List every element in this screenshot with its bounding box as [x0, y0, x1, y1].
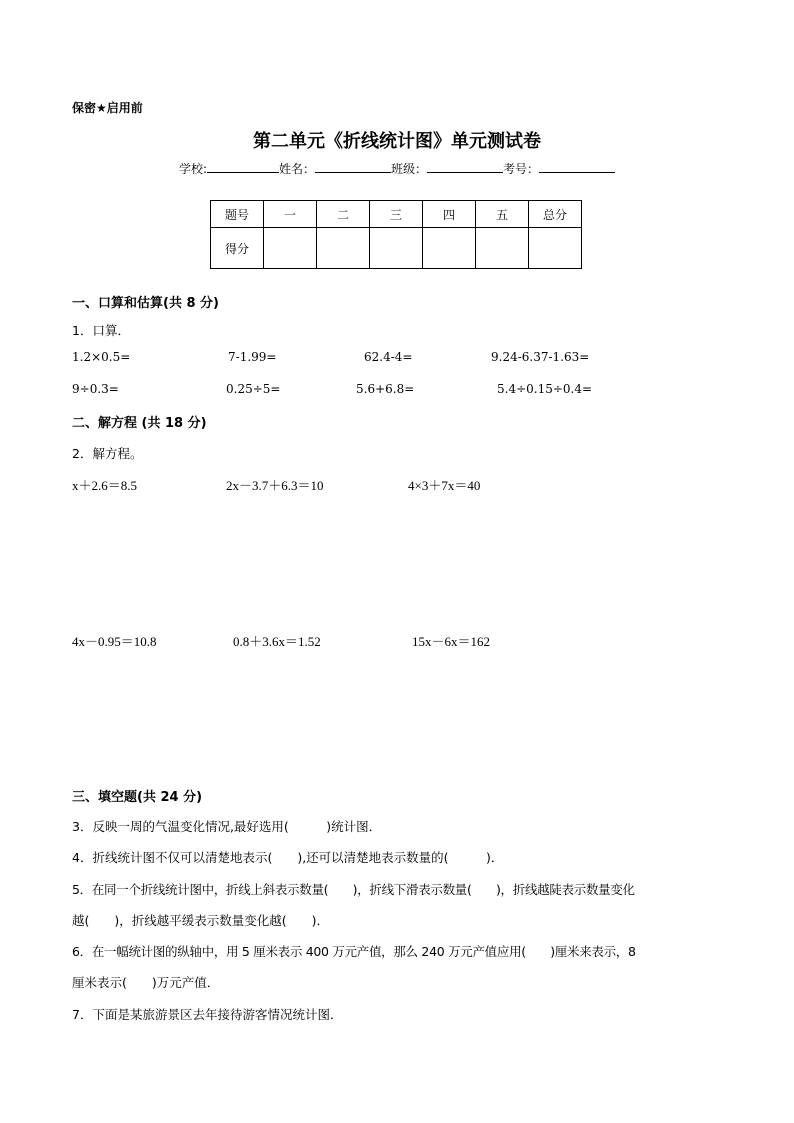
section-2-title: 二、解方程 (共 18 分) — [72, 416, 207, 431]
question-5-line-2: 越( )，折线越平缓表示数量变化越( )． — [72, 913, 330, 928]
score-table-header-row — [211, 201, 582, 228]
column-header: 总分 — [529, 201, 582, 228]
score-label-cell: 得分 — [211, 228, 264, 269]
score-cell[interactable] — [370, 228, 423, 269]
score-cell[interactable] — [317, 228, 370, 269]
school-label: 学校: — [178, 162, 207, 176]
score-cell[interactable] — [264, 228, 317, 269]
section-1-title: 一、口算和估算(共 8 分) — [72, 296, 219, 311]
name-blank[interactable] — [315, 160, 391, 173]
question-2: 2．解方程。 — [72, 446, 143, 461]
equation-item: 0.8＋3.6x＝1.52 — [233, 634, 321, 649]
student-info-line — [0, 160, 794, 177]
score-cell[interactable] — [476, 228, 529, 269]
score-cell[interactable] — [529, 228, 582, 269]
equation-item: 4×3＋7x＝40 — [408, 478, 481, 493]
mental-math-item: 62.4-4= — [364, 350, 413, 364]
question-7: 7．下面是某旅游景区去年接待游客情况统计图． — [72, 1007, 343, 1022]
question-4: 4．折线统计图不仅可以清楚地表示( ),还可以清楚地表示数量的( )． — [72, 850, 504, 865]
mental-math-item: 7-1.99= — [228, 350, 277, 364]
mental-math-item: 9÷0.3= — [72, 382, 119, 396]
mental-math-item: 9.24-6.37-1.63= — [491, 350, 590, 364]
exam-no-blank[interactable] — [539, 160, 615, 173]
school-blank[interactable] — [207, 160, 279, 173]
column-header: 四 — [423, 201, 476, 228]
column-header: 二 — [317, 201, 370, 228]
equation-item: 2x－3.7＋6.3＝10 — [226, 478, 324, 493]
question-3: 3．反映一周的气温变化情况,最好选用( )统计图． — [72, 819, 382, 834]
equation-item: x＋2.6＝8.5 — [72, 478, 138, 493]
question-6-line-1: 6．在一幅统计图的纵轴中，用 5 厘米表示 400 万元产值，那么 240 万元产值应用( )厘米来表示，8 — [72, 944, 636, 959]
column-header: 一 — [264, 201, 317, 228]
score-table-score-row — [211, 228, 582, 269]
page-title: 第二单元《折线统计图》单元测试卷 — [253, 131, 541, 152]
mental-math-item: 5.6+6.8= — [356, 382, 415, 396]
score-cell[interactable] — [423, 228, 476, 269]
question-5-line-1: 5．在同一个折线统计图中，折线上斜表示数量( )，折线下滑表示数量( )，折线越陡表示数量变化 — [72, 882, 635, 897]
section-3-title: 三、填空题(共 24 分) — [72, 790, 203, 805]
class-label: 班级： — [391, 162, 428, 176]
mental-math-item: 5.4÷0.15÷0.4= — [497, 382, 593, 396]
mental-math-item: 0.25÷5= — [226, 382, 281, 396]
mental-math-item: 1.2×0.5= — [72, 350, 131, 364]
equation-item: 15x－6x＝162 — [412, 634, 491, 649]
column-header: 五 — [476, 201, 529, 228]
exam-no-label: 考号： — [503, 162, 540, 176]
name-label: 姓名： — [279, 162, 316, 176]
confidential-label: 保密★启用前 — [72, 101, 143, 115]
class-blank[interactable] — [427, 160, 503, 173]
question-1: 1．口算． — [72, 323, 130, 338]
score-table — [210, 200, 582, 269]
column-header: 三 — [370, 201, 423, 228]
row-label-cell: 题号 — [211, 201, 264, 228]
equation-item: 4x－0.95＝10.8 — [72, 634, 157, 649]
question-6-line-2: 厘米表示( )万元产值． — [72, 975, 220, 990]
